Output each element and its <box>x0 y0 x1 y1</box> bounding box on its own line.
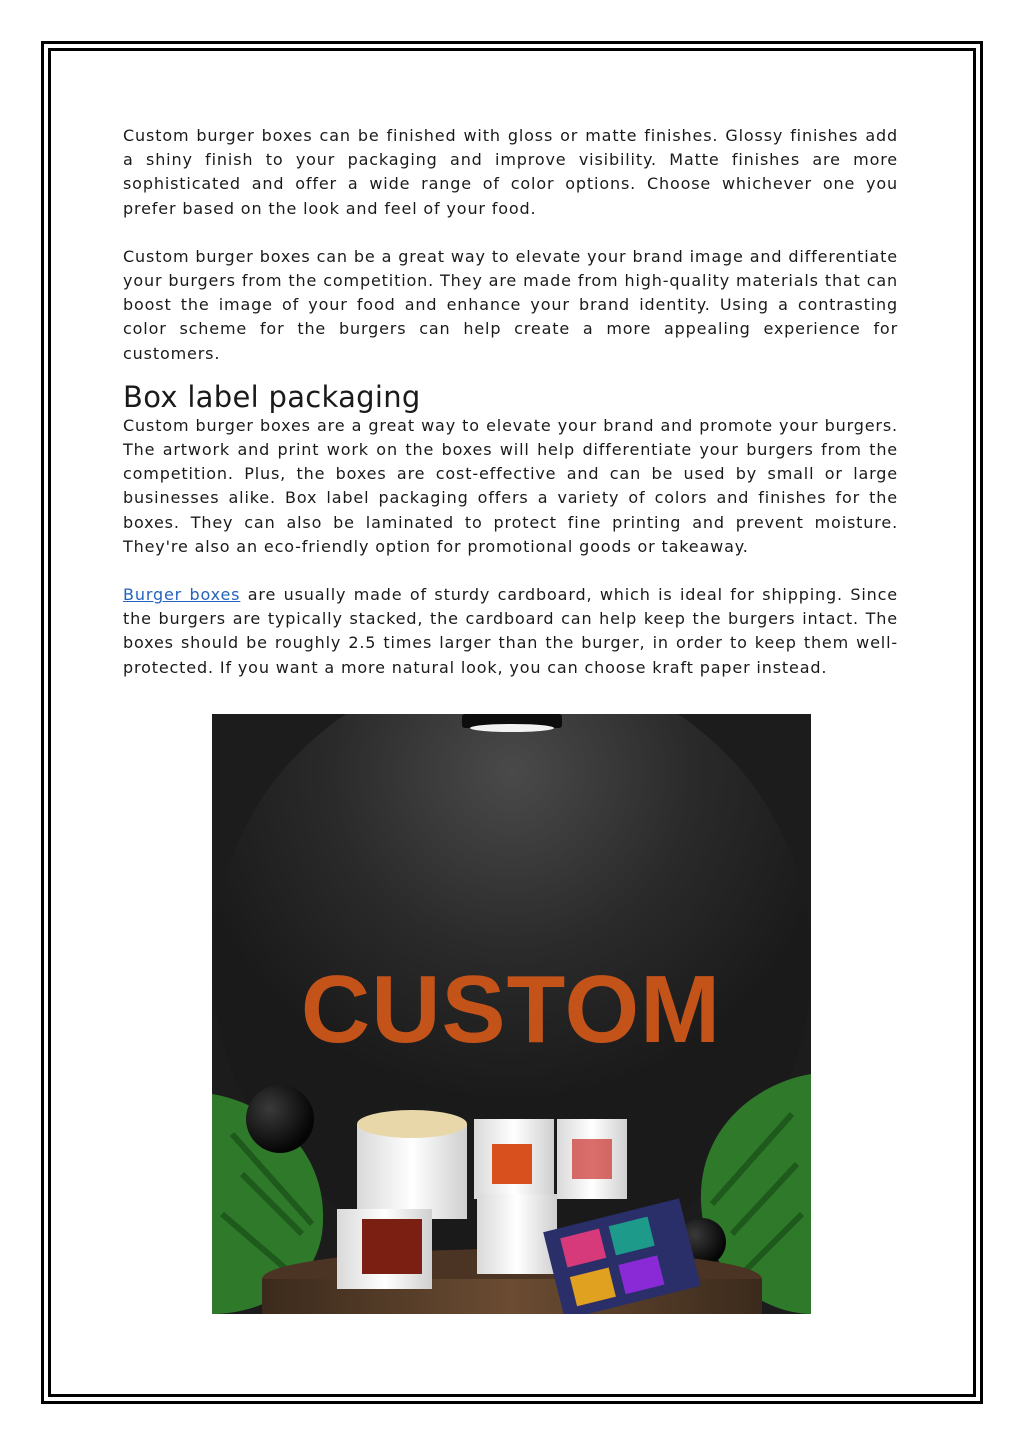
paragraph-finishes: Custom burger boxes can be finished with gloss or matte finishes. Glossy finishes add a shiny finish to your packaging and improve visibility. Matte finishes are more sophisticated and offer a wide range of color options. Choose whichever one you prefer based on the look and feel of your food. <box>123 126 898 218</box>
custom-headline: CUSTOM <box>300 956 722 1063</box>
document-body <box>123 124 898 680</box>
paragraph-burger-boxes-text: are usually made of sturdy cardboard, which is ideal for shipping. Since the burgers are typically stacked, the cardboard can help keep the burgers intact. The boxes should be roughly 2.5 times larger than the burger, in order to keep them well-protected. If you want a more natural look, you can choose kraft paper instead. <box>123 585 898 677</box>
lamp-light <box>470 724 554 732</box>
paragraph-burger-boxes <box>123 583 898 680</box>
label-roll-2-print <box>492 1144 532 1184</box>
product-image <box>212 714 811 1314</box>
paragraph-box-label: Custom burger boxes are a great way to elevate your brand and promote your burgers. The artwork and print work on the boxes will help differentiate your burgers from the competition. Plus, the boxes are cost-effective and can be used by small or large businesses alike. Box label packaging offers a variety of colors and finishes for the boxes. They can also be laminated to protect fine printing and prevent moisture. They're also an eco-friendly option for promotional goods or takeaway. <box>123 415 898 556</box>
burger-boxes-link[interactable]: Burger boxes <box>123 585 241 605</box>
label-roll-3-print <box>572 1139 612 1179</box>
sphere-left-icon <box>246 1085 314 1153</box>
label-roll-1-top <box>357 1110 467 1138</box>
label-roll-1 <box>357 1124 467 1219</box>
paragraph-brand-image: Custom burger boxes can be a great way to elevate your brand image and differentiate your burgers from the competition. They are made from high-quality materials that can boost the image of your food and enhance your brand identity. Using a contrasting color scheme for the burgers can help create a more appealing experience for customers. <box>123 246 898 363</box>
section-heading: Box label packaging <box>123 379 421 414</box>
label-roll-4-print <box>362 1219 422 1274</box>
